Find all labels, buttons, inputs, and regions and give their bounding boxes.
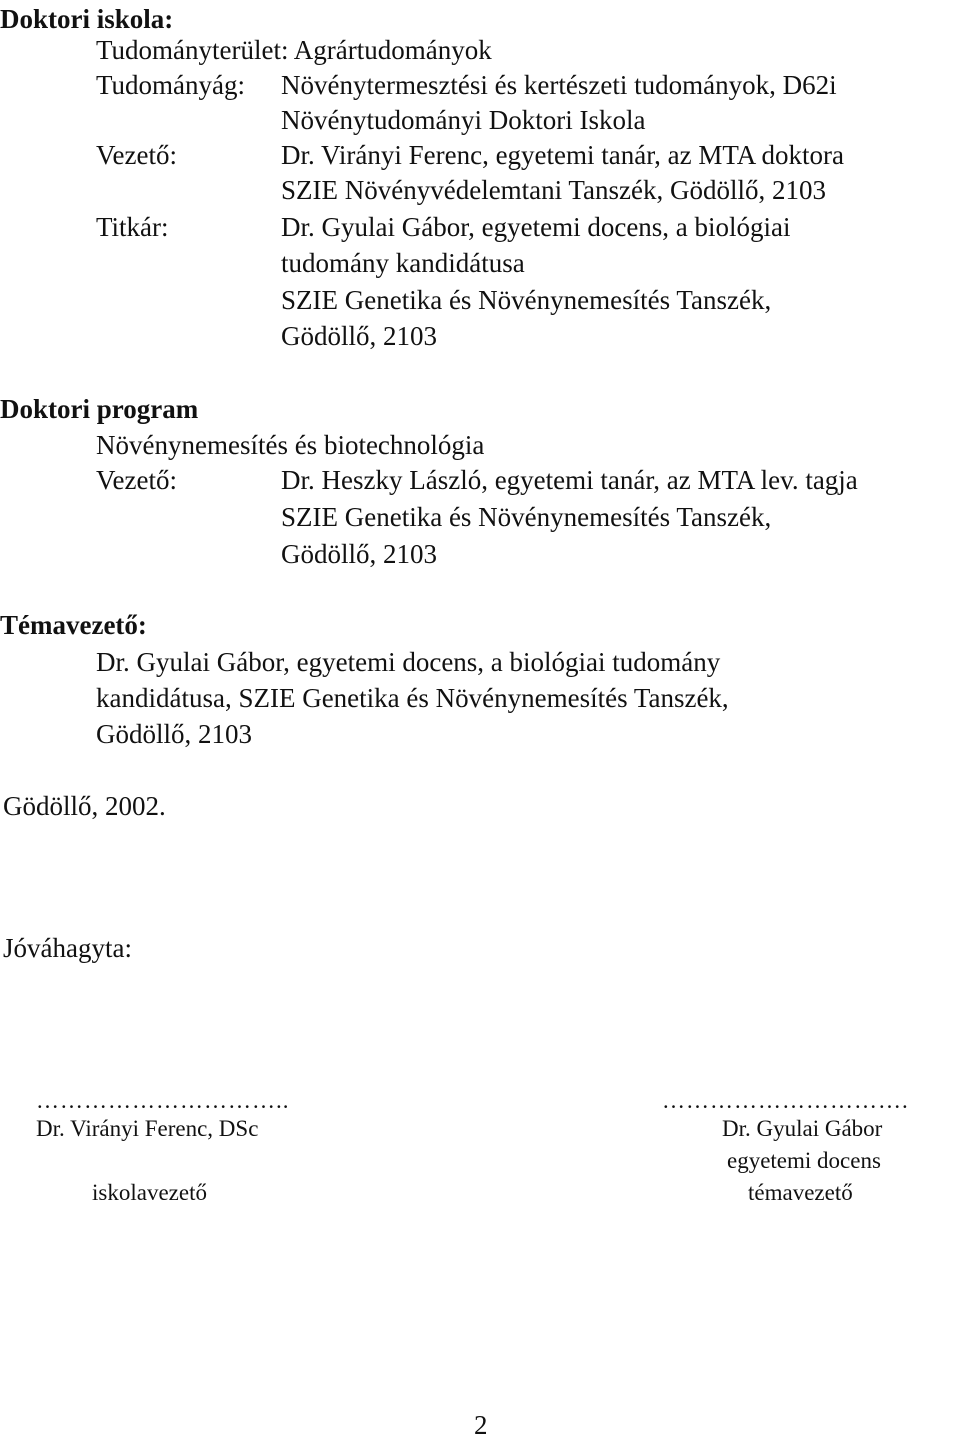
supervisor-heading: Témavezető: bbox=[0, 610, 147, 640]
approved-label: Jóváhagyta: bbox=[3, 933, 132, 963]
signature-line-right: …………………………. bbox=[662, 1088, 909, 1113]
signature-name-left: Dr. Virányi Ferenc, DSc bbox=[36, 1116, 259, 1141]
field-line: Tudományterület: Agrártudományok bbox=[96, 35, 492, 65]
signature-title-right: egyetemi docens bbox=[727, 1148, 881, 1173]
secretary-value-2: tudomány kandidátusa bbox=[281, 248, 525, 278]
supervisor-line-1: Dr. Gyulai Gábor, egyetemi docens, a biológiai tudomány bbox=[96, 647, 721, 677]
doctoral-school-heading: Doktori iskola: bbox=[0, 4, 174, 34]
place-date: Gödöllő, 2002. bbox=[3, 791, 166, 821]
school-leader-value-2: SZIE Növényvédelemtani Tanszék, Gödöllő, 2103 bbox=[281, 175, 826, 205]
secretary-value-3: SZIE Genetika és Növénynemesítés Tanszék, bbox=[281, 285, 772, 315]
program-leader-value-3: Gödöllő, 2103 bbox=[281, 539, 438, 569]
supervisor-line-3: Gödöllő, 2103 bbox=[96, 719, 253, 749]
page-number: 2 bbox=[474, 1410, 488, 1440]
signature-line-left: ………………………….. bbox=[36, 1088, 290, 1113]
supervisor-line-2: kandidátusa, SZIE Genetika és Növénynemesítés Tanszék, bbox=[96, 683, 729, 713]
signature-name-right: Dr. Gyulai Gábor bbox=[722, 1116, 883, 1141]
branch-value-2: Növénytudományi Doktori Iskola bbox=[281, 105, 646, 135]
program-name: Növénynemesítés és biotechnológia bbox=[96, 430, 485, 460]
branch-label: Tudományág: bbox=[96, 70, 246, 100]
program-leader-value-2: SZIE Genetika és Növénynemesítés Tanszék, bbox=[281, 502, 772, 532]
doctoral-program-heading: Doktori program bbox=[0, 394, 199, 424]
school-leader-value-1: Dr. Virányi Ferenc, egyetemi tanár, az MTA doktora bbox=[281, 140, 844, 170]
signature-role-right: témavezető bbox=[748, 1180, 853, 1205]
program-leader-value-1: Dr. Heszky László, egyetemi tanár, az MTA lev. tagja bbox=[281, 465, 858, 495]
signature-role-left: iskolavezető bbox=[92, 1180, 207, 1205]
secretary-label: Titkár: bbox=[96, 212, 169, 242]
school-leader-label: Vezető: bbox=[96, 140, 177, 170]
branch-value-1: Növénytermesztési és kertészeti tudományok, D62i bbox=[281, 70, 837, 100]
secretary-value-1: Dr. Gyulai Gábor, egyetemi docens, a biológiai bbox=[281, 212, 791, 242]
program-leader-label: Vezető: bbox=[96, 465, 177, 495]
secretary-value-4: Gödöllő, 2103 bbox=[281, 321, 438, 351]
